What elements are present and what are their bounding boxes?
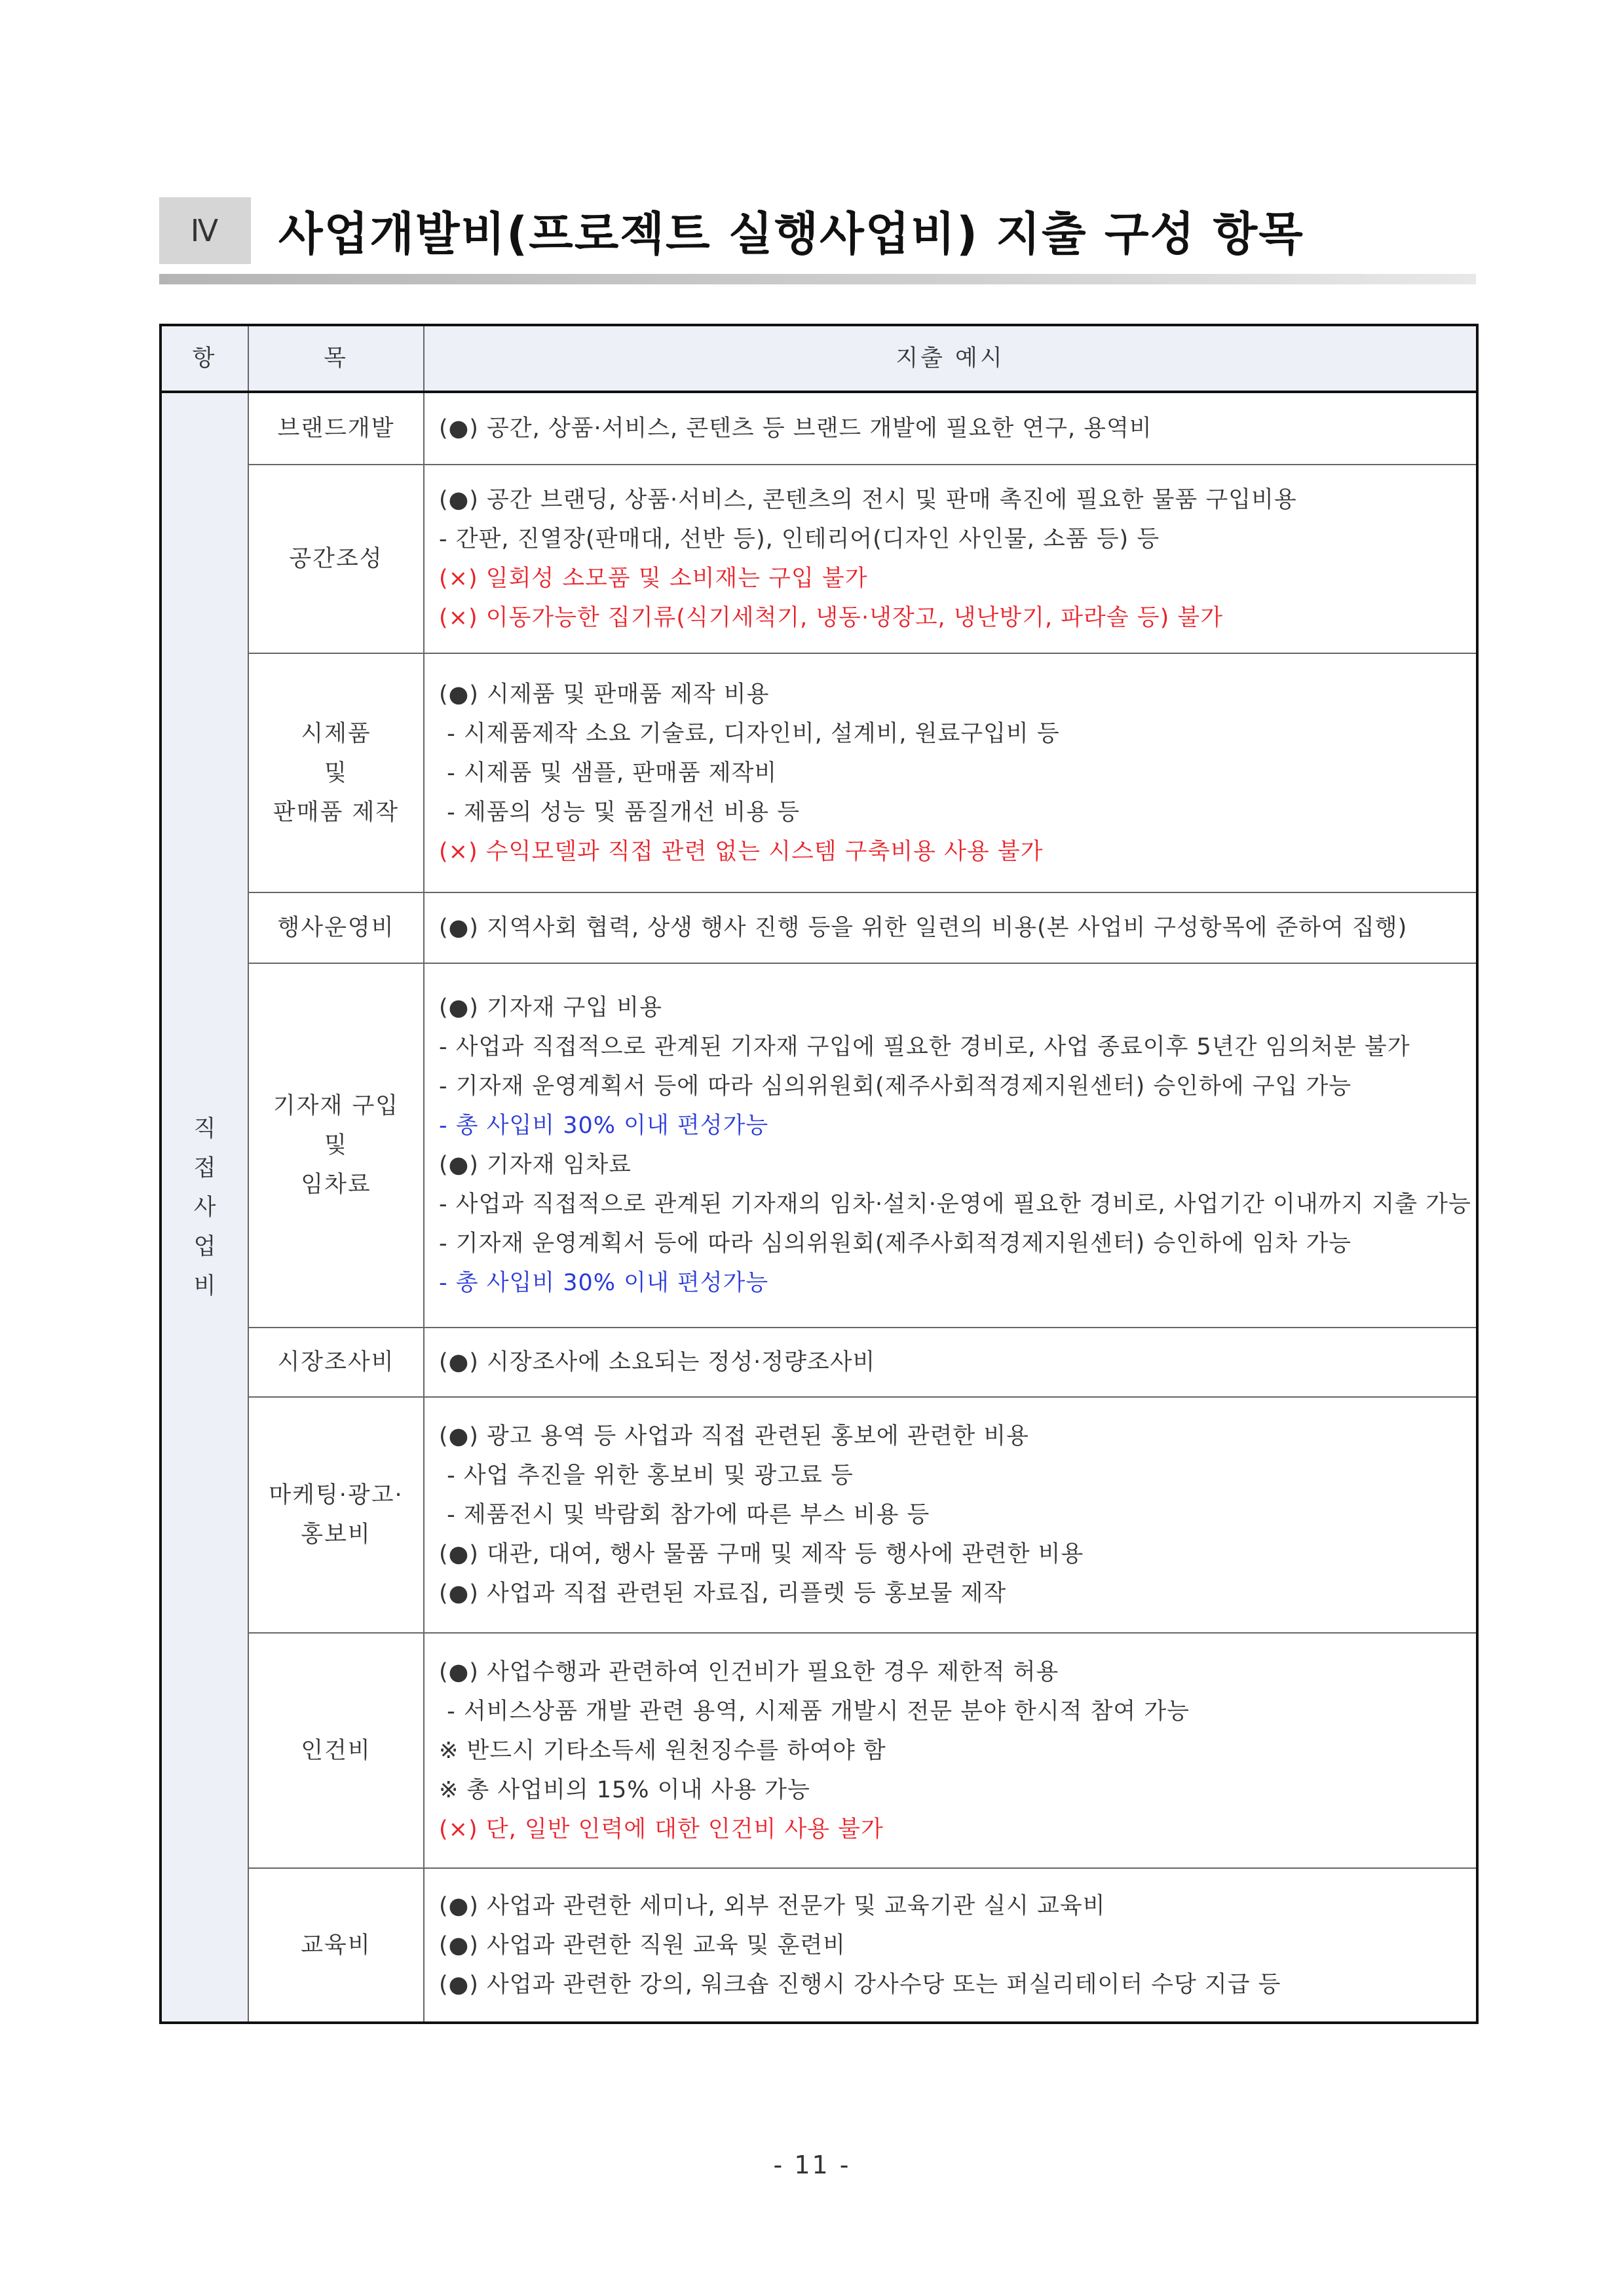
- description-line: - 시제품제작 소요 기술료, 디자인비, 설계비, 원료구입비 등: [439, 720, 1060, 747]
- section-title: 사업개발비(프로젝트 실행사업비) 지출 구성 항목: [278, 206, 1304, 261]
- table-body: [161, 392, 1477, 2023]
- item-label: 시장조사비: [277, 1349, 395, 1375]
- description-cell: [424, 1328, 1477, 1397]
- description-line: (×) 수익모델과 직접 관련 없는 시스템 구축비용 사용 불가: [439, 838, 1044, 865]
- table-row: [161, 892, 1477, 963]
- description-line: ※ 반드시 기타소득세 원천징수를 하여야 함: [439, 1737, 886, 1764]
- description-line: - 서비스상품 개발 관련 용역, 시제품 개발시 전문 분야 한시적 참여 가능: [439, 1698, 1190, 1725]
- description-line: - 사업 추진을 위한 홍보비 및 광고료 등: [439, 1463, 854, 1489]
- section-number: Ⅳ: [159, 197, 251, 264]
- table-row: [161, 1328, 1477, 1397]
- description-line: - 간판, 진열장(판매대, 선반 등), 인테리어(디자인 사인물, 소품 등) 등: [439, 526, 1160, 552]
- description-line: (×) 일회성 소모품 및 소비재는 구입 불가: [439, 565, 868, 592]
- description-line: - 총 사입비 30% 이내 편성가능: [439, 1113, 769, 1139]
- expense-table: [159, 324, 1479, 2024]
- item-cell: [248, 963, 424, 1328]
- item-label: 판매품 제작: [273, 799, 400, 826]
- description-line: (●) 기자재 구입 비용: [439, 995, 662, 1021]
- item-cell: [248, 1868, 424, 2023]
- description-cell: [424, 963, 1477, 1328]
- header-item: 목: [248, 325, 424, 392]
- item-label: 임차료: [301, 1172, 371, 1198]
- description-line: - 시제품 및 샘플, 판매품 제작비: [439, 759, 778, 786]
- table-row: [161, 653, 1477, 892]
- table-row: [161, 1397, 1477, 1633]
- description-line: (●) 시제품 및 판매품 제작 비용: [439, 681, 770, 708]
- item-label: 마케팅·광고·: [269, 1482, 404, 1508]
- item-cell: [248, 892, 424, 963]
- category-char: 비: [193, 1272, 216, 1299]
- category-cell: [161, 392, 248, 2023]
- description-line: (●) 광고 용역 등 사업과 직접 관련된 홍보에 관련한 비용: [439, 1423, 1029, 1449]
- description-cell: [424, 1397, 1477, 1633]
- item-cell: [248, 465, 424, 653]
- category-char: 사: [193, 1194, 216, 1221]
- category-char: 업: [193, 1233, 216, 1260]
- description-line: - 사업과 직접적으로 관계된 기자재의 임차·설치·운영에 필요한 경비로, 사업기간 이내까지 지출 가능: [439, 1191, 1471, 1217]
- item-label: 기자재 구입: [273, 1093, 400, 1119]
- item-label: 및: [324, 1132, 348, 1158]
- description-line: (●) 공간 브랜딩, 상품·서비스, 콘텐츠의 전시 및 판매 촉진에 필요한 물품 구입비용: [439, 487, 1297, 513]
- category-char: 직: [193, 1115, 216, 1142]
- category-char: 접: [193, 1155, 216, 1181]
- item-cell: [248, 1633, 424, 1868]
- item-cell: [248, 1397, 424, 1633]
- table-row: [161, 1868, 1477, 2023]
- description-cell: [424, 392, 1477, 465]
- description-cell: [424, 653, 1477, 892]
- description-line: (●) 대관, 대여, 행사 물품 구매 및 제작 등 행사에 관련한 비용: [439, 1541, 1084, 1567]
- description-line: (●) 사업과 관련한 세미나, 외부 전문가 및 교육기관 실시 교육비: [439, 1892, 1106, 1919]
- description-cell: [424, 1633, 1477, 1868]
- description-cell: [424, 892, 1477, 963]
- description-line: (●) 공간, 상품·서비스, 콘텐츠 등 브랜드 개발에 필요한 연구, 용역비: [439, 415, 1152, 442]
- description-cell: [424, 465, 1477, 653]
- description-line: - 기자재 운영계획서 등에 따라 심의위원회(제주사회적경제지원센터) 승인하에 구입 가능: [439, 1073, 1352, 1100]
- description-line: ※ 총 사업비의 15% 이내 사용 가능: [439, 1776, 810, 1803]
- description-line: (●) 시장조사에 소요되는 정성·정량조사비: [439, 1349, 876, 1375]
- title-underline: [159, 274, 1476, 284]
- table-row: [161, 465, 1477, 653]
- description-line: (●) 사업수행과 관련하여 인건비가 필요한 경우 제한적 허용: [439, 1658, 1059, 1685]
- description-line: - 제품의 성능 및 품질개선 비용 등: [439, 799, 801, 826]
- item-cell: [248, 653, 424, 892]
- description-line: (●) 사업과 직접 관련된 자료집, 리플렛 등 홍보물 제작: [439, 1580, 1007, 1607]
- table-row: [161, 392, 1477, 465]
- item-label: 행사운영비: [277, 915, 395, 941]
- description-line: (●) 기자재 임차료: [439, 1152, 632, 1178]
- item-label: 공간조성: [289, 546, 383, 572]
- description-line: (×) 이동가능한 집기류(식기세척기, 냉동·냉장고, 냉난방기, 파라솔 등) 불가: [439, 605, 1224, 631]
- description-line: - 사업과 직접적으로 관계된 기자재 구입에 필요한 경비로, 사업 종료이후 5년간 임의처분 불가: [439, 1034, 1410, 1060]
- header-examples: 지출 예시: [424, 325, 1477, 392]
- description-cell: [424, 1868, 1477, 2023]
- item-cell: [248, 1328, 424, 1397]
- page-number: - 11 -: [773, 2151, 851, 2179]
- item-label: 브랜드개발: [277, 415, 395, 442]
- description-line: (●) 지역사회 협력, 상생 행사 진행 등을 위한 일련의 비용(본 사업비 구성항목에 준하여 집행): [439, 915, 1408, 941]
- table-row: [161, 963, 1477, 1328]
- item-label: 교육비: [301, 1932, 371, 1959]
- description-line: - 기자재 운영계획서 등에 따라 심의위원회(제주사회적경제지원센터) 승인하에 임차 가능: [439, 1231, 1352, 1257]
- description-line: - 제품전시 및 박람회 참가에 따른 부스 비용 등: [439, 1502, 930, 1528]
- description-line: (●) 사업과 관련한 강의, 워크숍 진행시 강사수당 또는 퍼실리테이터 수당 지급 등: [439, 1971, 1281, 1998]
- description-line: (×) 단, 일반 인력에 대한 인건비 사용 불가: [439, 1816, 884, 1843]
- item-label: 인건비: [301, 1737, 371, 1764]
- description-line: - 총 사입비 30% 이내 편성가능: [439, 1270, 769, 1296]
- header-category: 항: [161, 325, 248, 392]
- item-label: 및: [324, 759, 348, 786]
- table-header-row: [161, 325, 1477, 392]
- item-label: 홍보비: [301, 1521, 371, 1548]
- description-line: (●) 사업과 관련한 직원 교육 및 훈련비: [439, 1932, 846, 1959]
- item-label: 시제품: [301, 720, 371, 747]
- table-row: [161, 1633, 1477, 1868]
- item-cell: [248, 392, 424, 465]
